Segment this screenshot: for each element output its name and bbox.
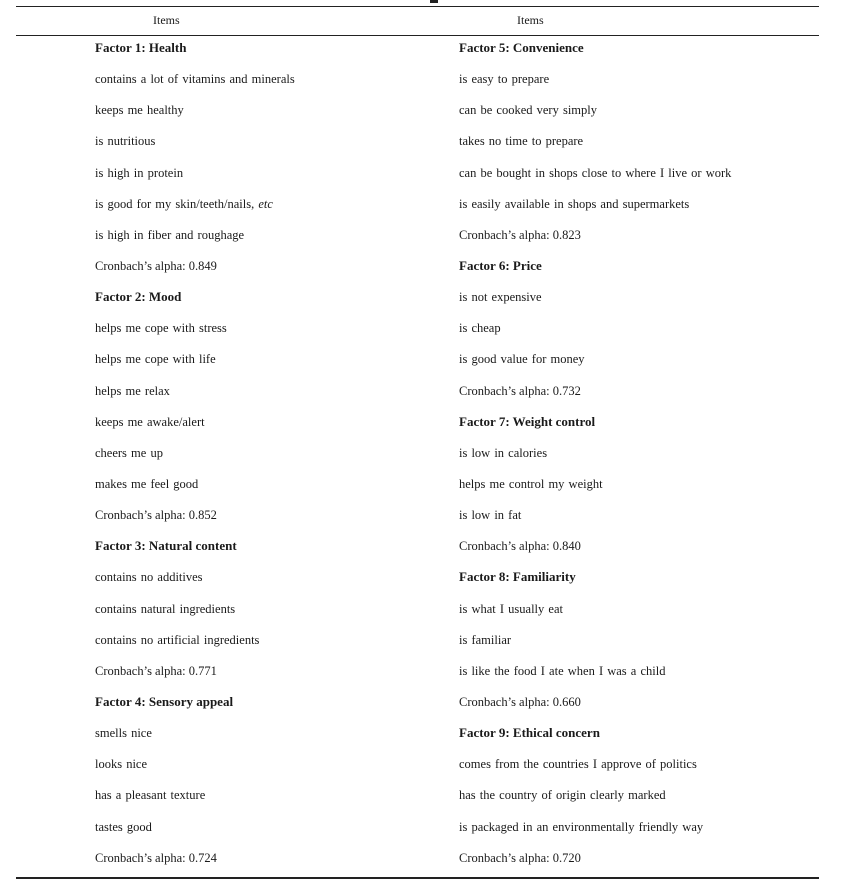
table-item-text: is familiar <box>459 632 512 647</box>
right-column <box>459 40 731 881</box>
column-header-left: Items <box>153 13 180 27</box>
factor-heading <box>459 725 731 756</box>
table-item <box>459 71 731 102</box>
cronbach-alpha-text: Cronbach’s alpha: 0.724 <box>95 850 217 865</box>
table-item <box>459 756 731 787</box>
table-item-text: is easily available in shops and supermarkets <box>459 196 690 211</box>
cronbach-alpha <box>459 227 731 258</box>
table-item-text: is good for my skin/teeth/nails, <box>95 196 259 211</box>
table-top-rule <box>16 6 819 7</box>
table-item-text: is easy to prepare <box>459 72 550 87</box>
factor-heading <box>95 694 295 725</box>
table-item <box>95 227 295 258</box>
table-item <box>95 383 295 414</box>
table-item <box>95 725 295 756</box>
factor-heading <box>95 40 295 71</box>
table-item <box>459 165 731 196</box>
column-header-right: Items <box>517 13 544 27</box>
table-item <box>95 819 295 850</box>
table-item-text: contains no additives <box>95 570 203 585</box>
factor-heading-text: Factor 4: Sensory appeal <box>95 693 234 709</box>
table-item-text: is not expensive <box>459 290 542 305</box>
table-item-text: has a pleasant texture <box>95 788 206 803</box>
table-item-text: contains natural ingredients <box>95 601 236 616</box>
factor-heading <box>459 414 731 445</box>
table-bottom-rule <box>16 877 819 879</box>
table-item <box>95 756 295 787</box>
table-item-text: helps me cope with life <box>95 352 216 367</box>
table-item-text: helps me control my weight <box>459 476 603 491</box>
table-item-text: takes no time to prepare <box>459 134 584 149</box>
factor-heading-text: Factor 2: Mood <box>95 289 182 305</box>
table-item <box>459 445 731 476</box>
table-item-text: is nutritious <box>95 134 156 149</box>
factor-heading-text: Factor 9: Ethical concern <box>459 725 600 741</box>
table-item-text: keeps me awake/alert <box>95 414 205 429</box>
cronbach-alpha <box>459 694 731 725</box>
table-item <box>95 445 295 476</box>
table-item-text: helps me relax <box>95 383 170 398</box>
factor-heading <box>459 258 731 289</box>
italic-abbreviation: etc <box>258 196 273 211</box>
cronbach-alpha <box>95 507 295 538</box>
cronbach-alpha-text: Cronbach’s alpha: 0.852 <box>95 508 217 523</box>
cronbach-alpha-text: Cronbach’s alpha: 0.849 <box>95 258 217 273</box>
table-item-text: can be bought in shops close to where I live or work <box>459 165 732 180</box>
table-item-text: is low in fat <box>459 508 522 523</box>
table-item-text: is low in calories <box>459 445 548 460</box>
cronbach-alpha <box>459 383 731 414</box>
left-column <box>95 40 295 881</box>
table-item <box>95 351 295 382</box>
factor-heading-text: Factor 1: Health <box>95 40 187 55</box>
cronbach-alpha-text: Cronbach’s alpha: 0.732 <box>459 383 581 398</box>
table-item-text: can be cooked very simply <box>459 103 597 118</box>
table-item <box>95 476 295 507</box>
factor-heading-text: Factor 8: Familiarity <box>459 569 576 585</box>
cronbach-alpha-text: Cronbach’s alpha: 0.840 <box>459 539 581 554</box>
table-item <box>95 601 295 632</box>
table-item <box>95 102 295 133</box>
table-item-text: smells nice <box>95 726 152 741</box>
table-item <box>95 787 295 818</box>
factor-heading <box>459 569 731 600</box>
table-item <box>459 819 731 850</box>
cronbach-alpha-text: Cronbach’s alpha: 0.660 <box>459 694 581 709</box>
table-item-text: contains a lot of vitamins and minerals <box>95 72 295 87</box>
table-item <box>459 196 731 227</box>
table-item <box>95 632 295 663</box>
factor-heading <box>95 289 295 320</box>
table-item-text: is cheap <box>459 321 501 336</box>
table-item-text: looks nice <box>95 757 148 772</box>
table-item-text: is what I usually eat <box>459 601 563 616</box>
table-item <box>459 632 731 663</box>
table-item-text: is packaged in an environmentally friendly way <box>459 819 704 834</box>
table-item <box>459 351 731 382</box>
factor-heading-text: Factor 7: Weight control <box>459 413 596 429</box>
table-item-text: has the country of origin clearly marked <box>459 788 666 803</box>
cronbach-alpha-text: Cronbach’s alpha: 0.720 <box>459 850 581 865</box>
table-item <box>459 507 731 538</box>
factor-heading <box>459 40 731 71</box>
table-item-text: cheers me up <box>95 445 163 460</box>
table-item-text: contains no artificial ingredients <box>95 632 260 647</box>
table-item-text: is high in fiber and roughage <box>95 227 245 242</box>
table-item <box>459 102 731 133</box>
table-item <box>459 601 731 632</box>
table-item-text: comes from the countries I approve of politics <box>459 757 697 772</box>
table-item-text: tastes good <box>95 819 152 834</box>
factor-heading-text: Factor 3: Natural content <box>95 538 237 554</box>
table-item-text: makes me feel good <box>95 476 199 491</box>
cronbach-alpha-text: Cronbach’s alpha: 0.771 <box>95 663 217 678</box>
table-item-text: keeps me healthy <box>95 103 184 118</box>
table-item-text: helps me cope with stress <box>95 321 227 336</box>
table-item-text: is high in protein <box>95 165 184 180</box>
table-header-rule <box>16 35 819 36</box>
cronbach-alpha <box>95 663 295 694</box>
table-item <box>459 320 731 351</box>
table-item <box>459 289 731 320</box>
cronbach-alpha <box>459 538 731 569</box>
cronbach-alpha <box>95 258 295 289</box>
table-item <box>95 414 295 445</box>
table-item <box>459 787 731 818</box>
table-item <box>95 133 295 164</box>
cronbach-alpha-text: Cronbach’s alpha: 0.823 <box>459 227 581 242</box>
table-item-text: is good value for money <box>459 352 585 367</box>
factor-heading <box>95 538 295 569</box>
table-item <box>95 165 295 196</box>
factor-heading-text: Factor 5: Convenience <box>459 40 584 55</box>
table-item <box>95 71 295 102</box>
table-item <box>95 569 295 600</box>
table-item-text: is like the food I ate when I was a child <box>459 663 666 678</box>
table-item <box>459 476 731 507</box>
table-item <box>459 663 731 694</box>
table-item <box>459 133 731 164</box>
table-item <box>95 320 295 351</box>
factor-heading-text: Factor 6: Price <box>459 257 542 273</box>
table-item <box>95 196 295 227</box>
title-fragment-mark <box>430 0 438 3</box>
